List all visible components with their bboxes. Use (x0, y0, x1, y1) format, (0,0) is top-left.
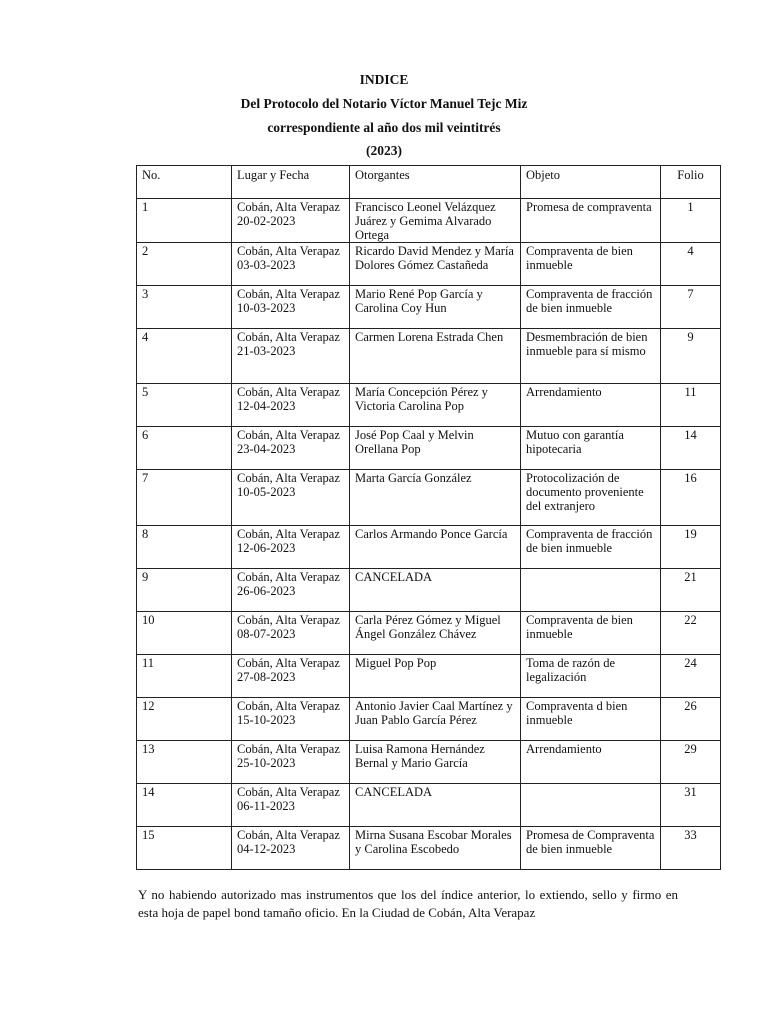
cell-otorgantes: Carla Pérez Gómez y Miguel Ángel González Chávez (350, 612, 521, 655)
cell-otorgantes: Francisco Leonel Velázquez Juárez y Gemima Alvarado Ortega (350, 199, 521, 243)
table-row (137, 384, 721, 427)
table-row (137, 655, 721, 698)
cell-objeto (521, 784, 661, 827)
cell-objeto: Mutuo con garantía hipotecaria (521, 427, 661, 470)
cell-no: 3 (137, 286, 232, 329)
cell-objeto: Promesa de compraventa (521, 199, 661, 243)
table-row (137, 741, 721, 784)
cell-objeto: Arrendamiento (521, 384, 661, 427)
cell-folio: 1 (661, 199, 721, 243)
document-title: INDICE (359, 72, 409, 87)
table-body (137, 199, 721, 870)
cell-lugar-fecha: Cobán, Alta Verapaz 27-08-2023 (232, 655, 350, 698)
header-folio: Folio (661, 166, 721, 199)
cell-folio: 22 (661, 612, 721, 655)
table-row (137, 526, 721, 569)
cell-objeto: Compraventa de fracción de bien inmueble (521, 526, 661, 569)
cell-no: 10 (137, 612, 232, 655)
cell-no: 11 (137, 655, 232, 698)
cell-objeto: Compraventa de fracción de bien inmueble (521, 286, 661, 329)
cell-objeto (521, 569, 661, 612)
cell-folio: 7 (661, 286, 721, 329)
cell-lugar-fecha: Cobán, Alta Verapaz 20-02-2023 (232, 199, 350, 243)
cell-otorgantes: Ricardo David Mendez y María Dolores Gómez Castañeda (350, 243, 521, 286)
cell-folio: 9 (661, 329, 721, 384)
cell-folio: 19 (661, 526, 721, 569)
cell-no: 7 (137, 470, 232, 526)
index-table (136, 165, 721, 870)
cell-lugar-fecha: Cobán, Alta Verapaz 03-03-2023 (232, 243, 350, 286)
cell-no: 9 (137, 569, 232, 612)
table-row (137, 427, 721, 470)
cell-lugar-fecha: Cobán, Alta Verapaz 26-06-2023 (232, 569, 350, 612)
cell-lugar-fecha: Cobán, Alta Verapaz 10-03-2023 (232, 286, 350, 329)
cell-folio: 31 (661, 784, 721, 827)
table-row (137, 784, 721, 827)
cell-otorgantes: Carlos Armando Ponce García (350, 526, 521, 569)
cell-folio: 11 (661, 384, 721, 427)
cell-lugar-fecha: Cobán, Alta Verapaz 12-04-2023 (232, 384, 350, 427)
cell-otorgantes: José Pop Caal y Melvin Orellana Pop (350, 427, 521, 470)
cell-objeto: Compraventa de bien inmueble (521, 612, 661, 655)
cell-lugar-fecha: Cobán, Alta Verapaz 23-04-2023 (232, 427, 350, 470)
header-objeto: Objeto (521, 166, 661, 199)
cell-lugar-fecha: Cobán, Alta Verapaz 08-07-2023 (232, 612, 350, 655)
cell-folio: 14 (661, 427, 721, 470)
cell-otorgantes: María Concepción Pérez y Victoria Carolina Pop (350, 384, 521, 427)
cell-otorgantes: Mirna Susana Escobar Morales y Carolina Escobedo (350, 827, 521, 870)
table-row (137, 243, 721, 286)
cell-otorgantes: CANCELADA (350, 569, 521, 612)
cell-no: 13 (137, 741, 232, 784)
cell-lugar-fecha: Cobán, Alta Verapaz 10-05-2023 (232, 470, 350, 526)
cell-folio: 24 (661, 655, 721, 698)
cell-no: 6 (137, 427, 232, 470)
cell-objeto: Desmembración de bien inmueble para sí mismo (521, 329, 661, 384)
cell-objeto: Protocolización de documento proveniente del extranjero (521, 470, 661, 526)
cell-lugar-fecha: Cobán, Alta Verapaz 12-06-2023 (232, 526, 350, 569)
cell-lugar-fecha: Cobán, Alta Verapaz 06-11-2023 (232, 784, 350, 827)
cell-folio: 16 (661, 470, 721, 526)
cell-objeto: Compraventa d bien inmueble (521, 698, 661, 741)
table-row (137, 569, 721, 612)
cell-otorgantes: Miguel Pop Pop (350, 655, 521, 698)
cell-lugar-fecha: Cobán, Alta Verapaz 21-03-2023 (232, 329, 350, 384)
cell-objeto: Toma de razón de legalización (521, 655, 661, 698)
cell-no: 15 (137, 827, 232, 870)
cell-lugar-fecha: Cobán, Alta Verapaz 25-10-2023 (232, 741, 350, 784)
cell-folio: 29 (661, 741, 721, 784)
table-row (137, 286, 721, 329)
cell-otorgantes: Antonio Javier Caal Martínez y Juan Pablo García Pérez (350, 698, 521, 741)
cell-objeto: Promesa de Compraventa de bien inmueble (521, 827, 661, 870)
cell-otorgantes: CANCELADA (350, 784, 521, 827)
closing-paragraph: Y no habiendo autorizado mas instrumentos que los del índice anterior, lo extiendo, sello y firmo en esta hoja de papel bond tamaño oficio. En la Ciudad de Cobán, Alta Verapaz (138, 887, 678, 920)
cell-lugar-fecha: Cobán, Alta Verapaz 04-12-2023 (232, 827, 350, 870)
cell-otorgantes: Luisa Ramona Hernández Bernal y Mario García (350, 741, 521, 784)
cell-no: 8 (137, 526, 232, 569)
header-no: No. (137, 166, 232, 199)
document-year: (2023) (366, 143, 402, 158)
table-row (137, 329, 721, 384)
cell-no: 14 (137, 784, 232, 827)
header-otorgantes: Otorgantes (350, 166, 521, 199)
cell-no: 12 (137, 698, 232, 741)
cell-no: 5 (137, 384, 232, 427)
cell-objeto: Compraventa de bien inmueble (521, 243, 661, 286)
cell-no: 1 (137, 199, 232, 243)
table-row (137, 827, 721, 870)
cell-no: 4 (137, 329, 232, 384)
cell-otorgantes: Carmen Lorena Estrada Chen (350, 329, 521, 384)
cell-folio: 33 (661, 827, 721, 870)
cell-otorgantes: Mario René Pop García y Carolina Coy Hun (350, 286, 521, 329)
document-subtitle: Del Protocolo del Notario Víctor Manuel Tejc Miz (240, 96, 528, 111)
table-row (137, 698, 721, 741)
cell-otorgantes: Marta García González (350, 470, 521, 526)
cell-folio: 21 (661, 569, 721, 612)
cell-folio: 26 (661, 698, 721, 741)
cell-lugar-fecha: Cobán, Alta Verapaz 15-10-2023 (232, 698, 350, 741)
table-header-row (137, 166, 721, 199)
header-lugar-fecha: Lugar y Fecha (232, 166, 350, 199)
cell-no: 2 (137, 243, 232, 286)
cell-folio: 4 (661, 243, 721, 286)
cell-objeto: Arrendamiento (521, 741, 661, 784)
table-row (137, 199, 721, 243)
document-subtitle-2: correspondiente al año dos mil veintitrés (267, 120, 501, 135)
table-row (137, 612, 721, 655)
table-row (137, 470, 721, 526)
